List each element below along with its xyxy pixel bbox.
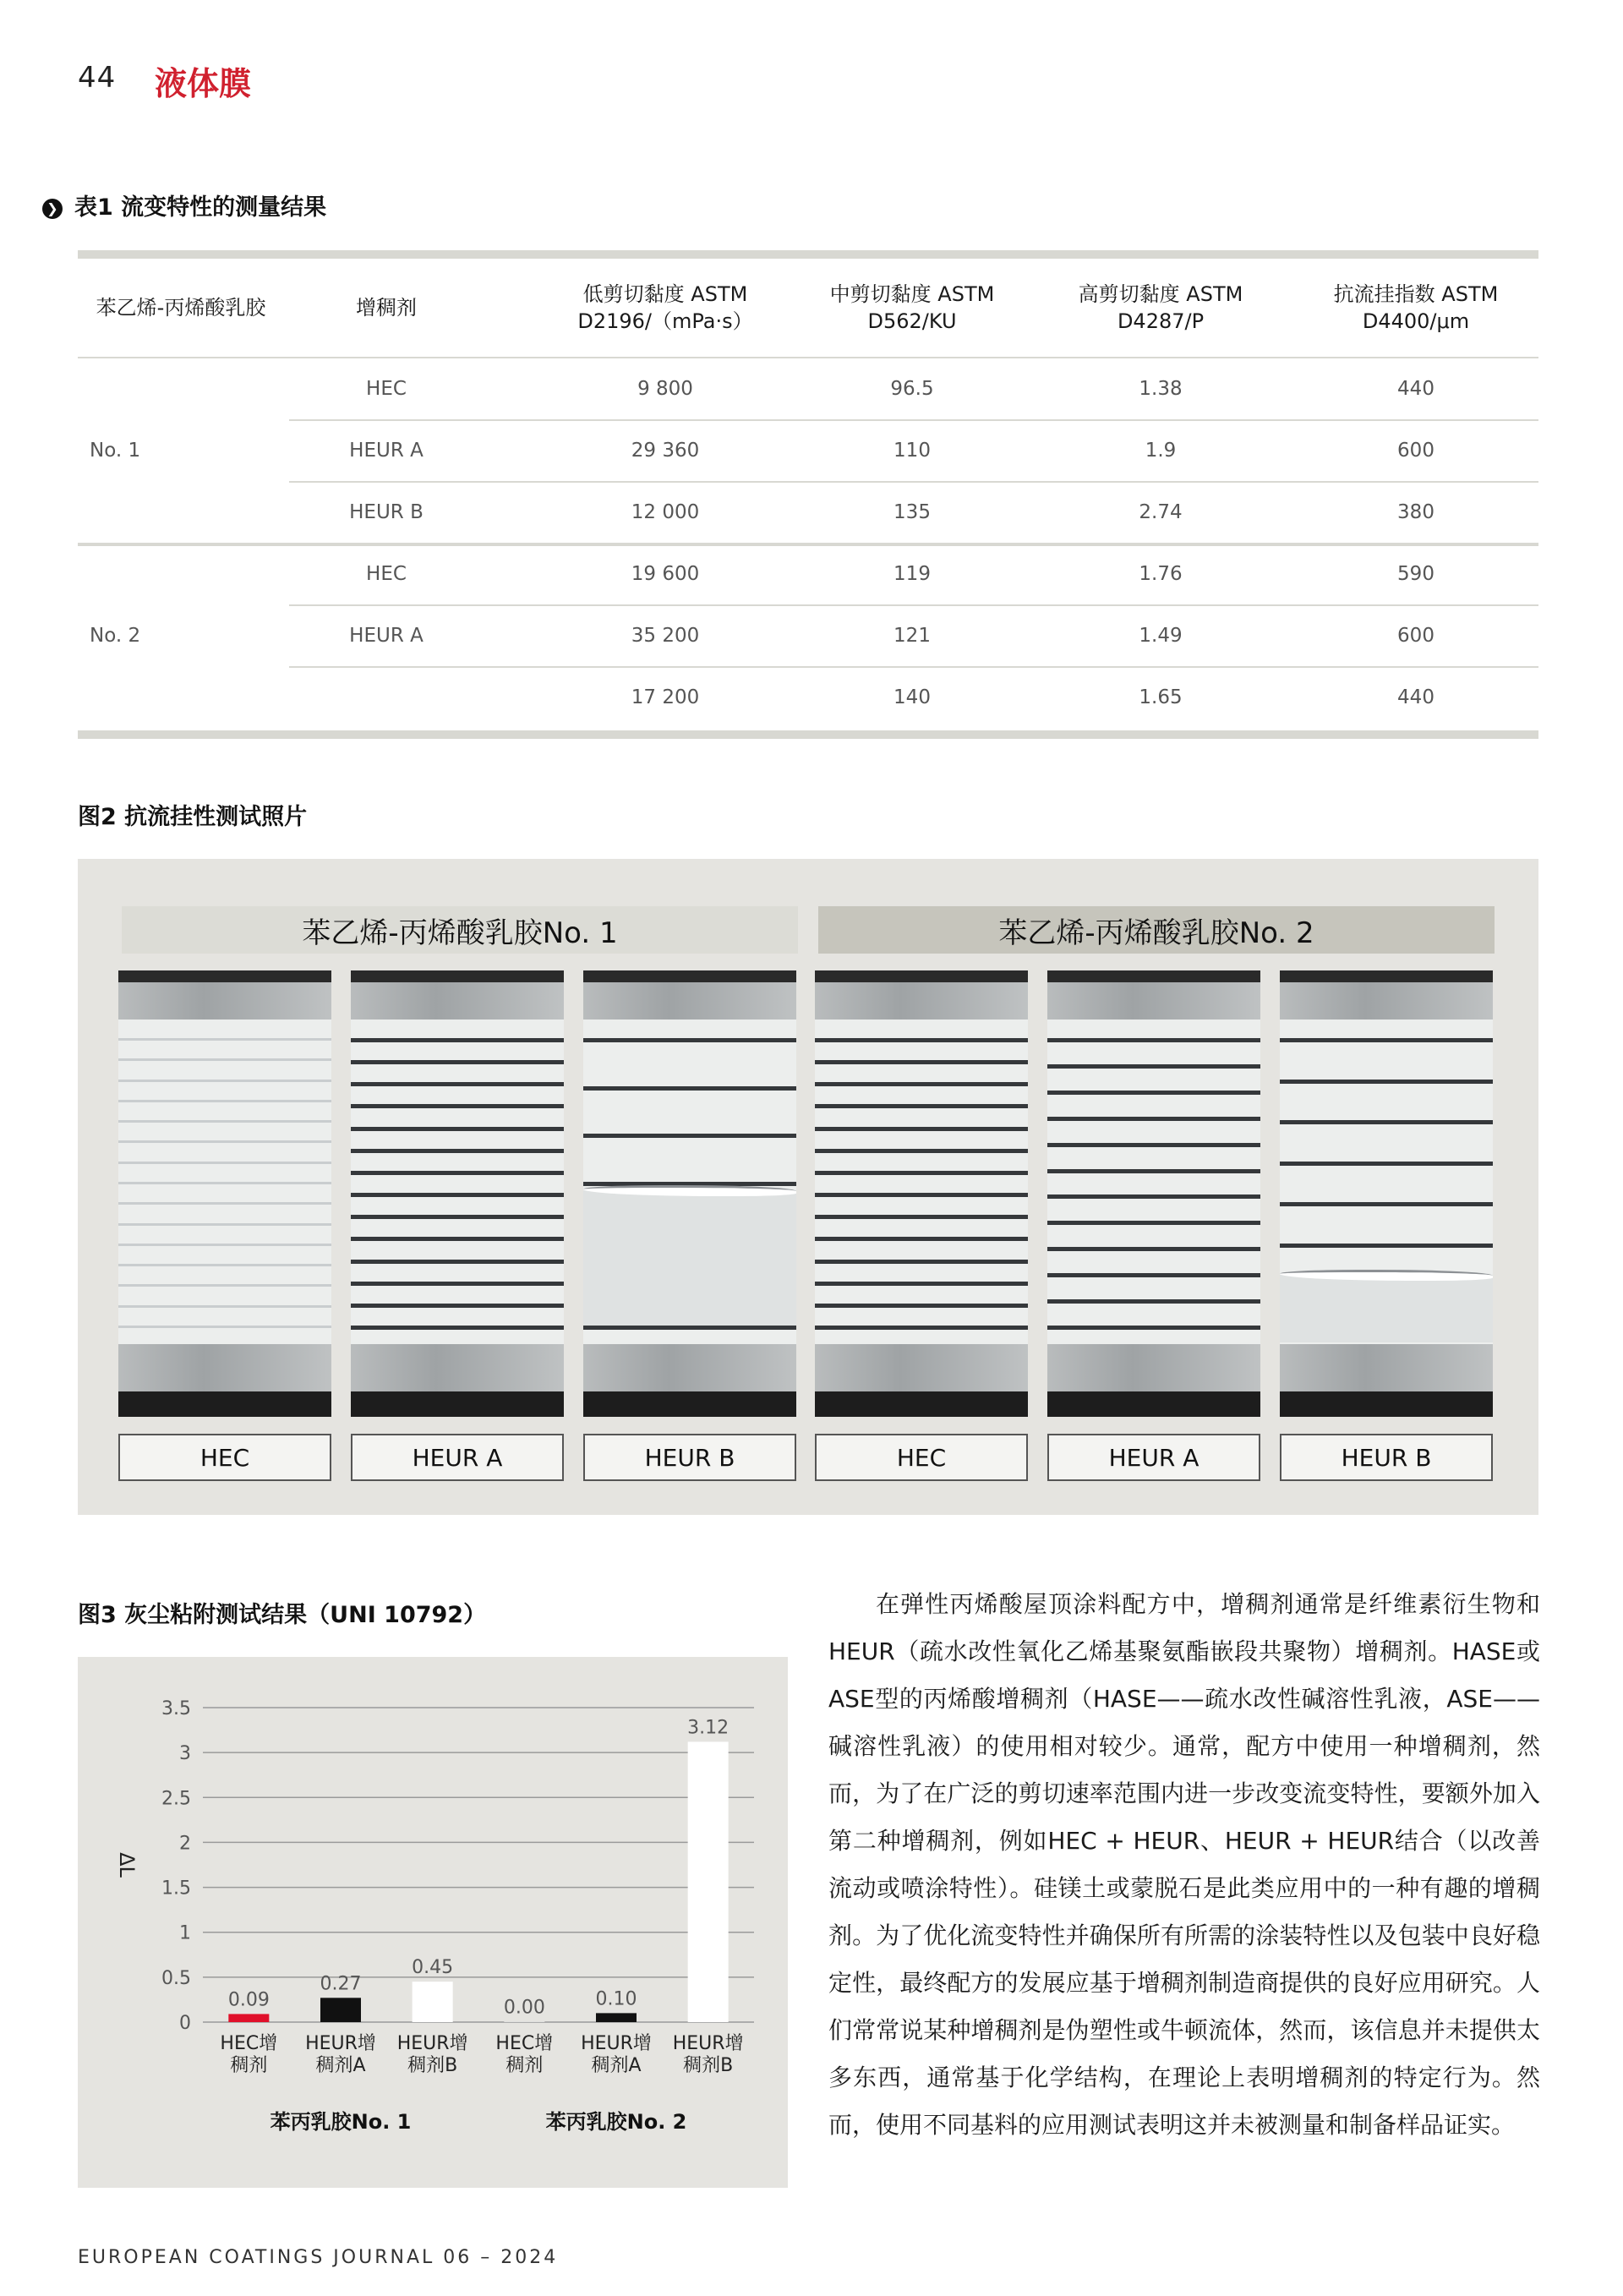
- sample-label: HEUR A: [1047, 1434, 1260, 1481]
- sag-sample-photo: [1047, 970, 1260, 1417]
- figure3-caption: 图3 灰尘粘附测试结果（UNI 10792）: [78, 1602, 487, 1628]
- body-paragraph: 在弹性丙烯酸屋顶涂料配方中，增稠剂通常是纤维素衍生物和HEUR（疏水改性氧化乙烯基聚氨酯嵌段共聚物）增稠剂。HASE或ASE型的丙烯酸增稠剂（HASE——疏水改性碱溶性乳液，ASE——碱溶性乳液）的使用相对较少。通常，配方中使用一种增稠剂，然而，为了在广泛的剪切速率范围内进一步改变流变特性，要额外加入第二种增稠剂，例如HEC + HEUR、HEUR + HEUR结合（以改善流动或喷涂特性）。硅镁土或蒙脱石是此类应用中的一种有趣的增稠剂。为了优化流变特性并确保所有所需的涂装特性以及包装中良好稳定性，最终配方的发展应基于增稠剂制造商提供的良好应用研究。人们常常说某种增稠剂是伪塑性或牛顿流体，然而，该信息并未提供太多东西，通常基于化学结构，在理论上表明增稠剂的特定行为。然而，使用不同基料的应用测试表明这并未被测量和制备样品证实。: [828, 1590, 1540, 2139]
- sample-label: HEC: [118, 1434, 331, 1481]
- table-header: [78, 259, 1538, 357]
- table-bottom-rule: [78, 730, 1538, 739]
- table-cell: 12 000: [631, 501, 700, 523]
- header-latex: 苯乙烯-丙烯酸乳胶: [96, 296, 266, 320]
- sag-sample-photo: [118, 970, 331, 1417]
- y-tick-label: 0.5: [161, 1967, 191, 1989]
- y-tick-label: 2.5: [161, 1788, 191, 1810]
- sag-sample-photo: [815, 970, 1028, 1417]
- table-cell: 2.74: [1139, 501, 1183, 523]
- table-cell: 110: [893, 440, 931, 462]
- group-label: No. 2: [90, 624, 141, 647]
- y-tick-label: 1.5: [161, 1878, 191, 1900]
- table-cell: HEC: [366, 378, 407, 400]
- table-cell: [268, 667, 505, 729]
- x-tick-line: 稠剂: [230, 2055, 268, 2076]
- header-low-shear: 低剪切黏度 ASTM D2196/（mPa·s）: [577, 282, 753, 333]
- bar-value-label: 3.12: [687, 1717, 730, 1739]
- header-sag-index: 抗流挂指数 ASTM D4400/μm: [1333, 282, 1499, 333]
- sag-sample-photo: [1280, 970, 1493, 1417]
- x-tick-line: HEUR增: [581, 2033, 652, 2054]
- table-cell: 1.65: [1139, 686, 1183, 708]
- table-cell: 1.9: [1145, 440, 1177, 462]
- header-thickener: 增稠剂: [356, 296, 417, 320]
- x-tick-line: 稠剂A: [591, 2055, 642, 2076]
- section-title: 液体膜: [155, 65, 252, 102]
- header-mid-shear: 中剪切黏度 ASTM D562/KU: [829, 282, 995, 333]
- table-cell: HEC: [366, 563, 407, 585]
- y-tick-label: 3: [179, 1743, 191, 1765]
- chevron-right-icon: ❯: [42, 199, 63, 219]
- x-tick-label: [581, 2033, 652, 2076]
- table-cell: 1.76: [1139, 563, 1183, 585]
- x-tick-line: HEUR增: [396, 2033, 468, 2054]
- table-caption-text: 表1 流变特性的测量结果: [74, 194, 327, 221]
- table-cell: 440: [1397, 378, 1434, 400]
- bar: [228, 2014, 269, 2022]
- x-tick-label: [397, 2033, 468, 2076]
- latex-no1-band: 苯乙烯-丙烯酸乳胶No. 1: [122, 906, 798, 954]
- table-cell: 121: [893, 625, 931, 647]
- x-tick-line: 稠剂A: [315, 2055, 366, 2076]
- table-cell: HEUR B: [349, 501, 424, 523]
- page-number: 44: [78, 61, 117, 95]
- bar: [596, 2013, 637, 2022]
- table-cell: 17 200: [631, 686, 700, 708]
- table-caption: [46, 189, 327, 221]
- table-body: [78, 358, 1538, 730]
- x-tick-line: 稠剂B: [407, 2055, 458, 2076]
- table-cell: HEUR A: [349, 625, 424, 647]
- y-tick-label: 1: [179, 1922, 191, 1944]
- y-axis-label: ΔL: [115, 1852, 139, 1878]
- y-tick-label: 2: [179, 1833, 191, 1855]
- x-tick-line: HEUR增: [305, 2033, 376, 2054]
- table-cell: 9 800: [637, 378, 693, 400]
- sample-label: HEUR B: [1280, 1434, 1493, 1481]
- x-tick-line: HEC增: [495, 2033, 554, 2054]
- table-top-rule: [78, 250, 1538, 259]
- x-tick-line: HEC增: [220, 2033, 278, 2054]
- bar-value-label: 0.00: [503, 1997, 545, 2019]
- x-tick-label: [673, 2033, 744, 2076]
- header-high-shear: 高剪切黏度 ASTM D4287/P: [1078, 282, 1243, 333]
- table-cell: 600: [1397, 625, 1434, 647]
- table-cell: 1.38: [1139, 378, 1183, 400]
- sag-sample-photo: [351, 970, 564, 1417]
- bar: [320, 1998, 361, 2022]
- bar-value-label: 0.45: [412, 1957, 454, 1979]
- table-cell: 29 360: [631, 440, 700, 462]
- table-cell: 380: [1397, 501, 1434, 523]
- rheology-table: [78, 250, 1538, 739]
- table-cell: HEUR A: [349, 440, 424, 462]
- bar-value-label: 0.09: [227, 1989, 270, 2011]
- table-cell: 135: [893, 501, 931, 523]
- group-label: 苯丙乳胶No. 2: [545, 2110, 687, 2134]
- sag-test-photo: [78, 859, 1538, 1515]
- bar-value-label: 0.10: [595, 1988, 637, 2010]
- latex-no2-band: 苯乙烯-丙烯酸乳胶No. 2: [818, 906, 1495, 954]
- sag-sample-photo: [583, 970, 796, 1417]
- journal-footer: EUROPEAN COATINGS JOURNAL 06 – 2024: [78, 2247, 559, 2268]
- bar: [688, 1741, 729, 2022]
- sample-label: HEUR B: [583, 1434, 796, 1481]
- bar: [413, 1982, 453, 2022]
- sample-label: HEC: [815, 1434, 1028, 1481]
- table-cell: 119: [893, 563, 931, 585]
- table-cell: 96.5: [890, 378, 934, 400]
- y-tick-label: 0: [179, 2013, 191, 2034]
- sample-label: HEUR A: [351, 1434, 564, 1481]
- table-cell: 1.49: [1139, 625, 1183, 647]
- y-tick-label: 3.5: [161, 1698, 191, 1719]
- table-cell: 35 200: [631, 625, 700, 647]
- x-tick-label: [220, 2033, 277, 2076]
- table-cell: 440: [1397, 686, 1434, 708]
- x-tick-label: [495, 2033, 553, 2076]
- bar: [504, 2022, 544, 2023]
- x-tick-line: HEUR增: [672, 2033, 744, 2054]
- table-cell: 600: [1397, 440, 1434, 462]
- group-label: No. 1: [90, 439, 141, 462]
- bar-value-label: 0.27: [320, 1973, 362, 1995]
- group-label: 苯丙乳胶No. 1: [270, 2110, 412, 2134]
- x-tick-label: [305, 2033, 376, 2076]
- dust-adhesion-chart: [78, 1657, 788, 2188]
- table-cell: 590: [1397, 563, 1434, 585]
- x-tick-line: 稠剂: [505, 2055, 544, 2076]
- figure2-caption: 图2 抗流挂性测试照片: [78, 804, 308, 830]
- table-cell: 19 600: [631, 563, 700, 585]
- x-tick-line: 稠剂B: [683, 2055, 734, 2076]
- table-cell: 140: [893, 686, 931, 708]
- chart-svg: [78, 1657, 788, 2188]
